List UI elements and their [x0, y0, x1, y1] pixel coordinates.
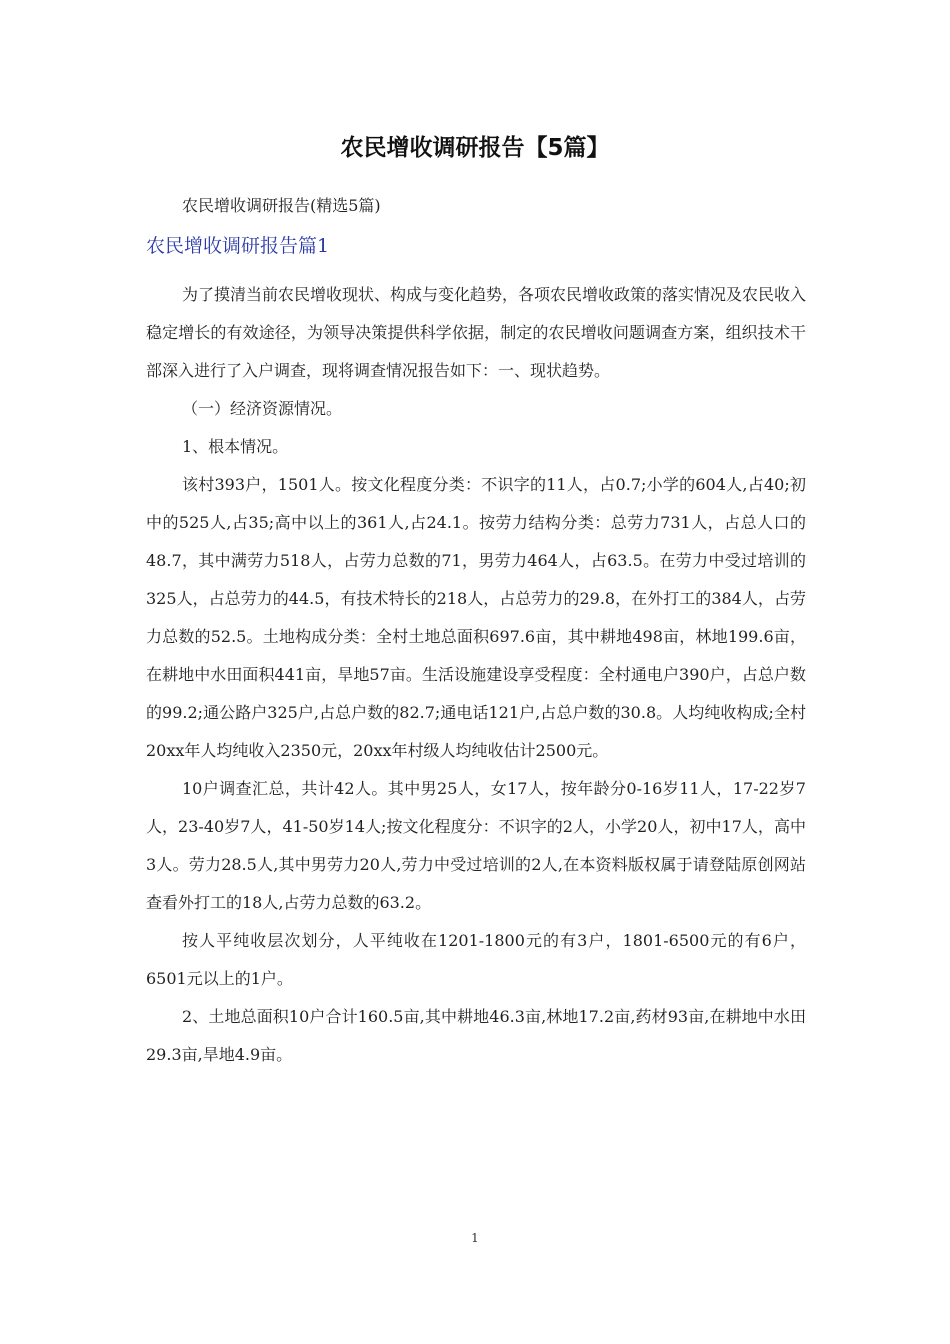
document-title: 农民增收调研报告【5篇】 — [340, 135, 610, 161]
section-heading: 农民增收调研报告篇1 — [146, 235, 330, 257]
paragraph-intro: 为了摸清当前农民增收现状、构成与变化趋势，各项农民增收政策的落实情况及农民收入稳定增长的有效途径，为领导决策提供科学依据，制定的农民增收问题调查方案，组织技术干部深入进行了入户调查，现将调查情况报告如下：一、现状趋势。 — [146, 285, 807, 380]
paragraph-village-statistics: 该村393户，1501人。按文化程度分类：不识字的11人，占0.7;小学的604人,占40;初中的525人,占35;高中以上的361人,占24.1。按劳力结构分类：总劳力731人，占总人口的48.7，其中满劳力518人，占劳力总数的71，男劳力464人，占63.5。在劳力中受过培训的325人，占总劳力的44.5，有技术特长的218人，占总劳力的29.8，在外打工的384人，占劳力总数的52.5。土地构成分类：全村土地总面积697.6亩，其中耕地498亩，林地199.6亩，在耕地中水田面积441亩，旱地57亩。生活设施建设享受程度：全村通电户390户，占总户数的99.2;通公路户325户,占总户数的82.7;通电话121户,占总户数的30.8。人均纯收构成;全村20xx年人均纯收入2350元，20xx年村级人均纯收估计2500元。 — [146, 475, 806, 760]
paragraph-subheading-economic: （一）经济资源情况。 — [182, 399, 343, 418]
document-subtitle: 农民增收调研报告(精选5篇) — [182, 196, 381, 215]
page-number: 1 — [471, 1231, 479, 1245]
document-body — [146, 276, 806, 1074]
paragraph-income-levels: 按人平纯收层次划分，人平纯收在1201-1800元的有3户，1801-6500元的有6户，6501元以上的1户。 — [146, 931, 806, 988]
paragraph-land-area: 2、土地总面积10户合计160.5亩,其中耕地46.3亩,林地17.2亩,药材93亩,在耕地中水田29.3亩,旱地4.9亩。 — [146, 1007, 806, 1064]
paragraph-subheading-basic: 1、根本情况。 — [182, 437, 289, 456]
paragraph-household-survey: 10户调查汇总，共计42人。其中男25人，女17人，按年龄分0-16岁11人，17-22岁7人，23-40岁7人，41-50岁14人;按文化程度分：不识字的2人，小学20人，初中17人，高中3人。劳力28.5人,其中男劳力20人,劳力中受过培训的2人,在本资料版权属于请登陆原创网站查看外打工的18人,占劳力总数的63.2。 — [146, 779, 806, 912]
